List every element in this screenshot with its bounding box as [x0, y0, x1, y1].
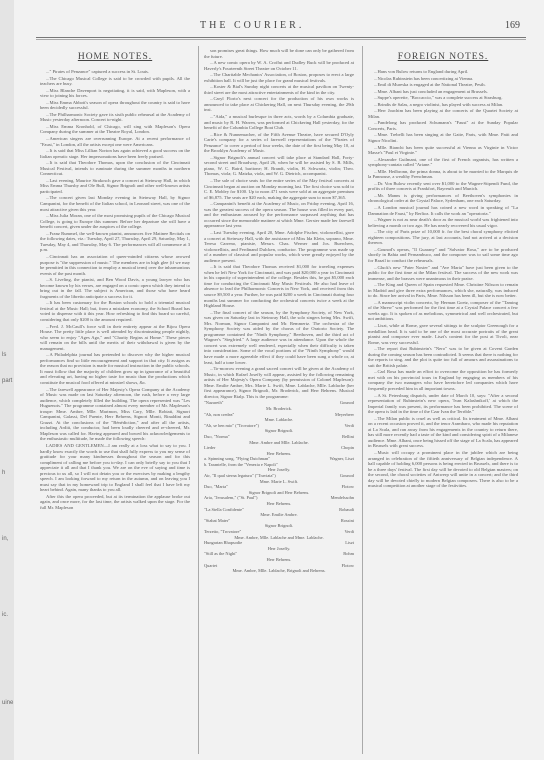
programme-composer: Gounod [339, 400, 354, 406]
news-paragraph: ...The Charitable Mechanics' Association, of Boston, proposes to erect a large exhibition hall. It will be just the place for grand musical festivals. [204, 72, 354, 83]
news-paragraph: ..."Aida," a musical burlesque in three acts, words by a Columbia graduate, and music by R. H. Warren, was performed at Chickering Hall yesterday, for the benefit of the Columbia College Boat Club. [204, 114, 354, 131]
news-paragraph: ...Carl Rosa has made an effort to overcome the opposition he has formerly met with on his provincial tours in England by engaging as members of his company the two managers who have heretofore led companies which have frequently preceded him in all important towns. [368, 369, 518, 391]
news-paragraph: ...Mlle. Bianchi has been quite successful at Vienna as Virginie in Victor Masse's "Paul et Virginie." [368, 144, 518, 156]
news-paragraph: ...To-morrow evening a grand sacred concert will be given at the Academy of Music, in which Rafael Joseffy will appear, assisted by the following remaining artists of Her Majesty's Opera Company (by permission of Colonel Mapleson): Mme. Emilie Ambre, Mrs. Marie L. Swift, Mme. Lablache, Mlle. Lablache (her first appearance), Signor Brignoli, Mr. Broderick, and Herr Behrens. Musical director, Signor Rialp. This is the programme: [204, 366, 354, 399]
news-paragraph: ...Last evening, Maurice Strakosch gave a concert at Steinway Hall, in which Miss Emma Thursby and Ole Bull, Signor Brignoli and other well-known artists participated. [40, 177, 190, 194]
news-paragraph: ...American singers are overrunning Europe. At a recent performance of "Faust," in London, all the artists except one were Americans. [40, 136, 190, 147]
programme-piece: Hungarian Rhapsodie [204, 540, 243, 546]
news-paragraph: ...Dr. Von Bulow recently sent over $1,000 to the Wagner-Stipendi Fund, the profits of three concerts at Frankfort, Bayreuth and Munich. [368, 180, 518, 192]
news-paragraph: LADIES AND GENTLEMEN—I am really at a loss what to say to you. I hardly know exactly the words to use that shall fully express to you my sense of gratitude for your many kindnesses throughout the season and for this compliment of calling me before you to-day. I can only briefly say to you that I appreciate it all and that I thank you. We are on the eve of saying and time is precious to us all, so I will not detain you or the exercises by making a lengthy speech. I am looking forward to my return in the autumn, and on leaving you I must say that in my homeward trip to England I shall feel that I have left my heart behind. Again, many thanks to you all. [40, 443, 190, 493]
news-paragraph: ...A Philadelphia journal has pretended to discover why the higher musical performances find so little encouragement and support in that city. It assigns as the reason that no provision is made for musical instruction in the public schools. It must follow that the majority of children grow up in ignorance of a beautiful and elevating art, having no higher taste for music than the productions which constitute the musical food offered at minstrel shows, &c. [40, 352, 190, 385]
programme-performer: Mme. Marie L. Swift. [259, 478, 299, 484]
news-paragraph: ...The Philharmonic Society gave its sixth public rehearsal at the Academy of Music yesterday afternoon. Concert to-night. [40, 111, 190, 123]
programme-piece: Quartet [204, 562, 218, 568]
news-paragraph: ...Gluck's new "Pater Noster" and "Ave Maria" have just been given to the public for the first time at the Milan festival. The success of the new work was immense, and the brasses were unanimous in their praise. [368, 264, 518, 281]
masthead-rule [36, 37, 526, 40]
news-paragraph: ...Cincinnati has an association of queer-minded citizens whose avowed purpose is "the suppression of music." The members are in high glee (if we may be permitted in this connection to employ a musical term) over the inharmonious events of the past month. [40, 253, 190, 276]
programme-performer: Herr Behrens. [266, 501, 292, 507]
programme-composer: Mendelssohn [330, 495, 354, 501]
edge-fragment: uine [2, 700, 14, 706]
news-paragraph: ...The Chicago Musical College is said to be crowded with pupils. All the teachers are busy. [40, 75, 190, 87]
programme-performer: Mme. Lablache. [264, 417, 294, 423]
news-paragraph: ...Rice & Nunnemacher, of the Fifth Avenue Theatre, have secured D'Oyly Carte's company for a series of farewell representations of the "Pirates of Penzance" to cover a period of four weeks, the date of the first being May 10, at the Brooklyn Academy of Music. [204, 131, 354, 154]
programme-piece: Air, "Il qual sterna legatura" ("Traviata") [204, 473, 276, 479]
news-paragraph: ...The concert given last Monday evening in Steinway Hall, by Signor Campanini, for the benefit of the Italian school, in Leonard street, was one of the most attractive given this year. [40, 195, 190, 212]
programme-composer: Liszt [345, 540, 354, 546]
programme-composer: Bellini [342, 433, 354, 439]
programme-piece: Terzetto, "Trovatore" [204, 529, 242, 535]
programme-composer: Verdi [344, 529, 354, 535]
edge-fragment: h [2, 470, 6, 476]
news-paragraph: ...Fred. J. McCaull's force will in their entirety appear at the Bijou Opera House. The pretty little place is well attended by discriminating people nightly, who seem to enjoy "Ages Ago," and "Charity Begins at Home." These pieces will remain on the bills until the merits of their withdrawal is given by the management. [40, 323, 190, 351]
news-paragraph: ...The city of Paris prize of 10,000 fr. for the best choral symphony elicited eighteen compositions. The jury, at last accounts, had not arrived at a decision thereon. [368, 229, 518, 246]
news-paragraph: ...It has been customary for the Boston schools to hold a triennial musical festival at the Music Hall; but, from a mistaken economy, the School Board has voted to dispense with it this year. How refreshing to find this board so careful, considering that only $200 is the amount required. [40, 300, 190, 322]
programme-performer: Mme. Ambre, Mlle. Lablache and Mme. Lablache. [234, 534, 324, 540]
news-paragraph: ...Mme. Trebelli has been singing at the Gaite, Paris, with Mme. Patti and Signor Nicolini. [368, 132, 518, 144]
programme-piece: "Stabat Mater" [204, 517, 231, 523]
column-divider [362, 46, 363, 754]
masthead [0, 20, 544, 36]
news-paragraph: ...Franz Rummel, the well-known pianist, announces five Matinee Recitals on the following dates, viz.: Tuesday, April 27, Thursday, April 29, Saturday, May 1, Tuesday, May 4, and Thursday, May 6. The performances will all commence at 3 p.m. [40, 230, 190, 253]
programme-performer: Mr. Broderick. [266, 405, 292, 411]
news-paragraph: ...Emil di Mureska is engaged at the National Theatre, Pesth. [374, 82, 486, 88]
news-paragraph: ...Koster & Bial's Sunday night concerts at the musical pavilion on Twenty-third street are the most attractive entertainments of the kind in the city. [204, 84, 354, 95]
news-paragraph: ...Miss Blanche Davenport is negotiating, it is said, with Mapleson, with a view to joining his forces. [40, 87, 190, 99]
news-paragraph: ...Miss Julia Moran, one of the most promising pupils of the Chicago Musical College, is going to Europe this summer. Before her departure she will have a benefit concert, given under the auspices of the college. [40, 213, 190, 230]
news-paragraph: ..." Pirates of Penzance" captured a success in St. Louis. [46, 69, 149, 74]
programme-performer: Herr Behrens. [266, 450, 292, 456]
news-paragraph: ...It is said that Theodore Thomas, upon the conclusion of the Cincinnati Musical Festival, intends to ruminate during the summer months in northern Connecticut. [40, 160, 190, 177]
news-paragraph: ...The final concert of the season, by the Symphony Society, of New York, was given on Saturday last in Steinway Hall, the solo singers being Mrs. Swift, Mrs. Norman, Signor Campanini and Mr. Remmertz. The orchestra of the Symphony Society was aided by the chorus of the Oratorio Society. The programme contained the "Ninth Symphony," Beethoven, and the third act of Wagner's "Siegfried." A large audience was in attendance. Upon the whole the concert was extremely well rendered, especially when their difficulty is taken into consideration. Some of the vocal portions of the "Ninth Symphony" would have made a more agreeable effect if they could have been sung a whole or, at least, half a tone lower. [204, 309, 354, 365]
programme-composer: Rossini [340, 517, 354, 523]
programme-piece: "Ah, se ben mio" ("Trovatore") [204, 422, 259, 428]
foreign-notes-column [368, 48, 518, 758]
news-paragraph: ...Mlle. Heilbronn, the prima donna, is about to be married to the Marquis de la Pannouse, a wealthy Frenchman. [368, 168, 518, 180]
news-paragraph: ...Miss Emma Abbott's season of opera throughout the country is said to have been decidedly successful. [40, 99, 190, 111]
news-paragraph: ...S. Liveling, the pianist, and Ben Wood Davis, a young lawyer who has become known by his verses, are engaged on a comic opera which they intend to bring out in the fall. The subject is American, and those who have heard fragments of the libretto anticipate a success for it. [40, 277, 190, 299]
news-paragraph: ...Wagner is not as near death's door as the musical world was frightened into believing a month or two ago. He has nearly recovered his usual vigor. [368, 217, 518, 228]
news-paragraph: ...Mme. Albani has just concluded an engagement at Brussels. [374, 88, 488, 94]
edge-fragment: part [2, 378, 13, 384]
programme-piece: Duo, "Norma" [204, 433, 230, 439]
programme-composer: Meyerbeer [334, 411, 354, 417]
news-paragraph: ...A new comic opera by W. A. Croffut and Dudley Buck will be produced at Haverly's Fourteenth Street Theatre on October 11. [204, 60, 354, 71]
programme-piece: "La Stella Confidente" [204, 506, 244, 512]
news-paragraph: ...The King and Queen of Spain requested Mme. Christine Nilsson to remain in Madrid and give three extra performances, which she, naturally, was induced to do. Since her arrival in Paris, Mme. Nilsson has been ill, but she is now better. [368, 282, 518, 299]
programme-performer: Signor Brignoli. [264, 523, 294, 529]
home-notes-column [40, 48, 190, 758]
home-notes-heading: HOME NOTES. [77, 52, 153, 62]
news-paragraph: ...The report that Rubinstein's "Nero" was to be given at Covent Garden during the coming season has been contradicted. It seems that there is nothing for the reports to sing, and the plot is quite too full of amours and assassinations to suit the British palate. [368, 346, 518, 368]
middle-column [204, 48, 354, 758]
programme-piece: b. Tarantelle, from the "Venezia e Napoli" [204, 461, 278, 467]
news-paragraph: ...It is said that Miss Lillian Norton has again achieved a good success on the Italian operatic stage. Her impersonations have been freely praised. [40, 148, 190, 159]
news-paragraph: ...Alexandre Guilmant, one of the first of French organists, has written a symphony-cantata called "Ariane." [368, 156, 518, 168]
programme-performer: Signor Brignoli and Herr Behrens. [248, 489, 310, 495]
adjacent-page-edge [0, 0, 14, 760]
edge-fragment: in, [2, 536, 9, 542]
programme-piece: Lieder [204, 445, 216, 451]
news-paragraph: ...Liszt, while at Rome, gave several sittings to the sculptor Greenough for a medallion head. It is said to be one of the most accurate portraits of the great pianist and composer ever made. Liszt's content for the post at Tivoli, near Rome, was very successful. [368, 322, 518, 345]
news-paragraph: ...The sale of choice seats for the entire series of the May festival concerts at Cincinnati began at auction on Monday morning last. The first choice was sold to C. E. Mobley for $100. Up to noon 471 seats were sold at an aggregate premium of $6,875. The seats are $20 each, making the aggregate sum to noon $7,365. [204, 178, 354, 200]
programme-performer: Herr Behrens. [266, 556, 292, 562]
news-paragraph: ...Suppe's operette, "Boccaccio," was a complete success at Strasburg. [374, 95, 503, 101]
news-paragraph: ...A manuscript violin concerto, by Herman Goetz, composer of the "Taming of the Shrew" was performed for the first time at a Crystal Palace concert a few weeks ago. It is spoken of as melodious, symmetrical and well orchestrated, but not ambitious. [368, 299, 518, 322]
programme-performer: Mme. Ambre, Mlle. Lablache, Brignoli and Behrens. [232, 568, 326, 574]
news-paragraph: ...Pandelong has produced Schumann's "Faust" at the Sunday Popular Concerts, Paris. [368, 120, 518, 131]
programme-performer: Mme. Ambre and Mlle. Lablache. [249, 439, 309, 445]
programme-performer: Signor Brignoli. [264, 428, 294, 434]
news-paragraph: ...Music will occupy a prominent place in the jubilee which are being arranged in celebration of the fiftieth anniversary of Belgian independence. A hall capable of holding 6,000 persons is being erected in Brussels, and there is to be a three days' festival. The first day will be devoted to old Belgian masters; on the second, the choral societies of Antwerp will unite in a concert; and the third day will be devoted chiefly to modern Belgian composers. There is also to be a musical competition at another stage of the festivities. [368, 450, 518, 489]
news-paragraph: ...Gounod's operas, "Il Guarany" and "Salvator Rosa," are to be produced shortly in Bahia and Pernambuco, and the composer was to sail some time ago for Brazil to conduct the rehearsals. [368, 246, 518, 263]
programme-piece: Duo, "Marta" [204, 484, 228, 490]
news-paragraph: son promises great things. How much will be done can only be gathered from the future. [204, 48, 354, 59]
news-paragraph: ...Miss Emma Kronhold, of Chicago, will sing with Mapleson's Opera Company during the summer at the Theatre Royal, London. [40, 123, 190, 135]
column-divider [198, 46, 199, 754]
programme-composer: Wagner, Liszt [329, 456, 354, 462]
programme-composer: Verdi [344, 422, 354, 428]
foreign-notes-heading: FOREIGN NOTES. [397, 52, 489, 62]
news-paragraph: ...Last Tuesday evening, April 20, Mme. Adolphe Fischer, violoncellist, gave a concert at Steinway Hall, with the assistance of Miss Ida Klein, soprano, Mme. Teresa Carreno, pianiste, Messrs. Chas. Werner and Jos. Buerchers, violoncellists, and Ferdinand Dulcken, conductor. The programme was made up of a number of classical and popular works, which were greatly enjoyed by the audience present. [204, 229, 354, 263]
programme-composer: Flotow [341, 562, 354, 568]
programme-composer: Robaudi [339, 506, 354, 512]
news-paragraph: ...Campanini's benefit at the Academy of Music, on Friday evening, April 16, was the greatest success of the opera season. The house was filled in every part, and the enthusiasm aroused by the performance surpassed anything that has occurred since the memorable matinee at which Mme. Gerster made her farewell appearance last year. [204, 201, 354, 229]
edge-fragment: ls [2, 352, 7, 358]
programme-composer: Chopin [341, 445, 354, 451]
middle-column-paragraphs [204, 48, 354, 399]
news-paragraph: ...Caryl Florio's next concert for the production of his own works is announced to take place at Chickering Hall, on next Thursday evening, the 29th inst. [204, 96, 354, 113]
news-paragraph: After this the opera proceeded, but at its termination the applause broke out again, and once more, for the last time, the artists walked upon the stage. For the full Mr. Mapleson [40, 493, 190, 511]
programme-piece: "Still as the Night" [204, 551, 238, 557]
programme-composer: Bohm [343, 551, 354, 557]
news-paragraph: ...Hans von Bulow returns to England during April. [374, 69, 469, 74]
news-paragraph: ...The farewell appearance of Her Majesty's Opera Company at the Academy of Music was made on last Saturday afternoon, the rush, before a very large audience, which completely filled the building. The opera represented was "Les Huguenots." The programme contained almost every member of Mr. Mapleson's troupe: Mme. Ambre, Mlle. Marimon, Miss Cary, Mlle. Robiati, Signori Campanini, Galassi, Del Puente, Herr Behrens, Signori Monti, Rinaldini and Grazzi. At the conclusions of the "Bénédiction," and after all the artists, including Arditi, the conductor, had been loudly cheered and re-cheered, Mr. Mapleson was called for. Having appeared and bowed his acknowledgements to the enthusiastic multitude, he made the following speech: [40, 386, 190, 442]
news-paragraph: ...A St. Petersburg dispatch, under date of March 10, says: "After a second representation of Rubinstein's new opera, 'Ivan Kalashnikoff,' at which the Imperial family was present, its performance has been prohibited. The scene of the opera is laid in the time of the Czar Ivan the Terrible." [368, 392, 518, 415]
programme-performer: Herr Joseffy. [267, 467, 291, 473]
programme-performer: Mme. Emilie Ambre. [260, 512, 298, 518]
news-paragraph: ...The Milan public is cruel as well as critical. Its treatment of Mme. Albani on a recent occasion proved it, and the tenor Arambaro, who made his reputation at La Scala, and ran away from his engagements in the country to return there, has still more recently had a taste of the kind and considering spirit of a Milanese audience. Mme. Albani, once being hissed off the stage of La Scala, has appeared in Brussels with great success. [368, 415, 518, 449]
concert-programme [204, 400, 354, 573]
news-paragraph: ...Mr. Manns is giving performances of Beethoven's symphonies in chronological order at the Crystal Palace, Sydenham, one each Saturday. [368, 192, 518, 204]
news-paragraph: ...A London musical journal has coined a new word in speaking of "La Damnation de Faust," by Berlioz. It calls the work an "operatoria." [368, 205, 518, 216]
page-number: 169 [505, 20, 520, 31]
programme-piece: Aria, "Jerusalem," ("St. Paul") [204, 495, 258, 501]
programme-composer: Gounod [339, 473, 354, 479]
news-paragraph: ...Herr Joachim has been playing at the concerts of the Quartet Society at Milan. [368, 108, 518, 119]
news-paragraph: ...Brindis de Salas, a negro violinist, has played with success at Milan. [374, 101, 504, 107]
programme-piece: a. Spinning song, "Flying Dutchman" [204, 456, 271, 462]
programme-composer: Flotow [341, 484, 354, 490]
publication-title: THE COURIER. [200, 20, 305, 31]
programme-piece: "Nazareth" [204, 400, 224, 406]
programme-performer: Herr Joseffy. [267, 545, 291, 551]
news-paragraph: ...It is said that Theodore Thomas received $1,000 for traveling expenses when he left New York for Cincinnati, and was paid $20,000 a year in Cincinnati in his capacity of superintendent of the college. Besides this, he got $5,000 each time for conducting the Cincinnati May Music Festivals. He also had leave of absence to lead the Philharmonic Concerts in New York, and received from this source $9,500 a year. Further, he was paid $200 a week in Cincinnati during four months last summer for conducting the orchestral concerts twice a week at the Highland House. [204, 264, 354, 309]
news-paragraph: ...Signor Brignoli's annual concert will take place at Standard Hall, Forty-second street and Broadway, April 26, when he will be assisted by S. B. Mills, piano, W. C. Baird, baritone; H. Brandt, violin, H. Schwartz, violin; Theo. Thomas, viola; G. Matzka, viola, and W. G. Dietrich, accompanist. [204, 154, 354, 177]
edge-fragment: ic. [2, 612, 8, 618]
programme-piece: "Ah, non credea" [204, 411, 235, 417]
news-paragraph: ...Nicolas Rubinstein has been concertizing at Vienna. [374, 75, 474, 81]
